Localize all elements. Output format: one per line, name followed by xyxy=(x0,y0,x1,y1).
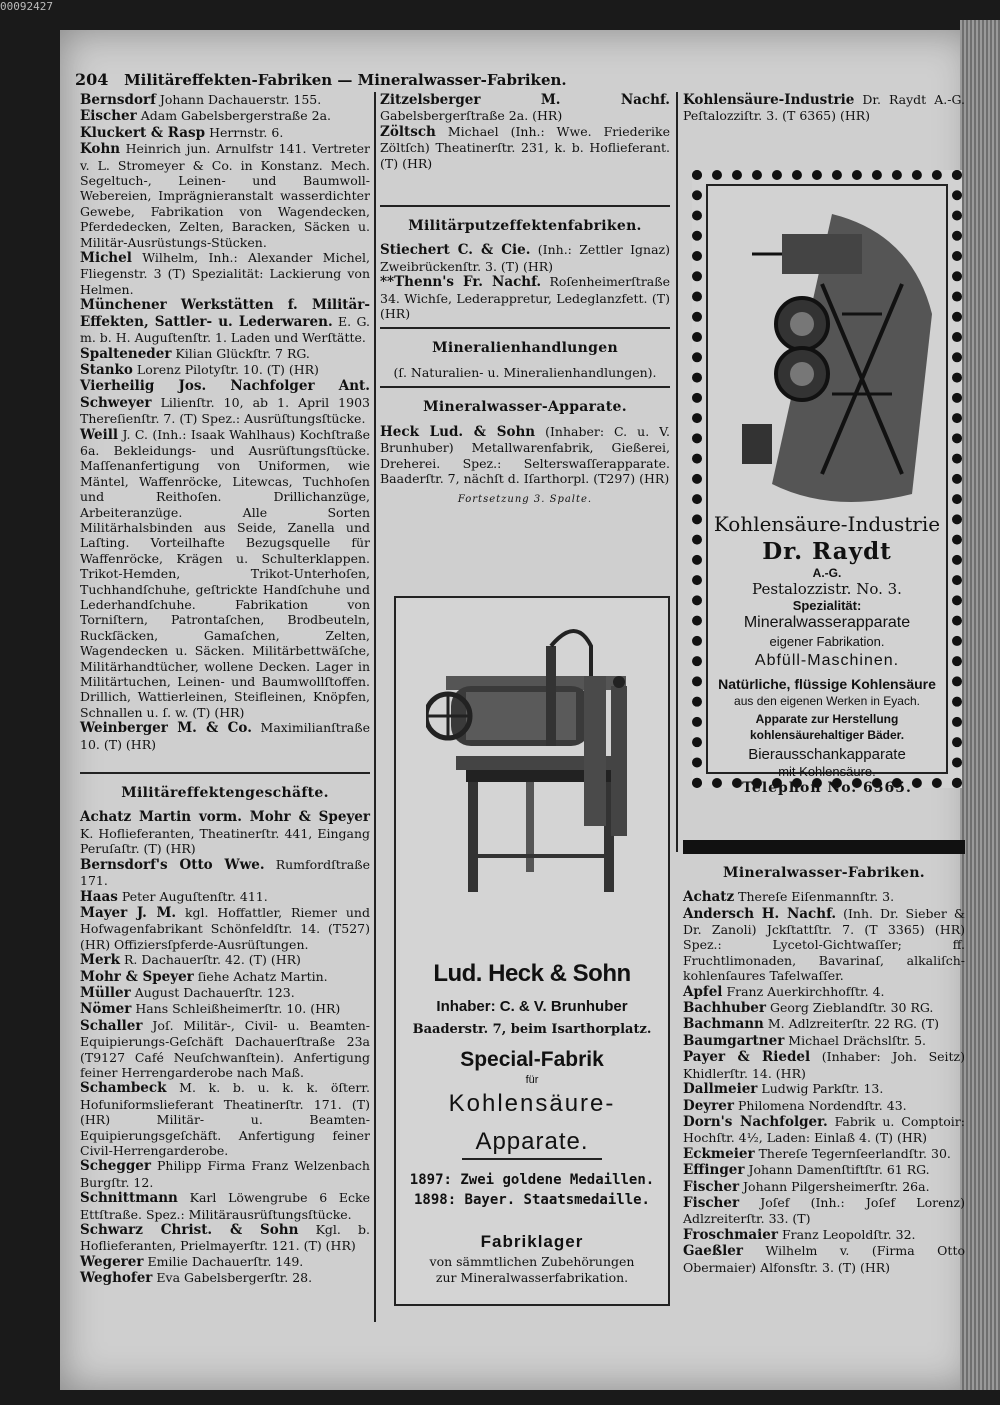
entry-name: Achatz xyxy=(683,889,735,906)
section-heading: Mineralwasser-Apparate. xyxy=(423,399,627,416)
raydt-line: Bierausschankapparate xyxy=(748,746,906,763)
entry-details: Michael Drächslſtr. 5. xyxy=(788,1032,927,1048)
entry-details: Kgl. b. Hoflieferanten, Prielmayerſtr. 121. (T) (HR) xyxy=(80,1222,370,1254)
entry-list xyxy=(380,242,670,321)
directory-entry xyxy=(80,1222,370,1254)
entry-name: Münchener Werkstätten f. Militär-Effekten, Sattler- u. Lederwaren. xyxy=(80,297,370,330)
entry-name: **Thenn's Fr. Nachf. xyxy=(380,274,542,291)
directory-entry xyxy=(380,424,670,487)
entry-name: Schwarz Christ. & Sohn xyxy=(80,1222,299,1239)
section-heading: Militärputzeffektenfabriken. xyxy=(408,218,642,235)
directory-entry xyxy=(80,427,370,721)
entry-name: Fischer xyxy=(683,1178,740,1195)
entry-name: Gaeßler xyxy=(683,1243,743,1260)
page-edge xyxy=(960,20,1000,1390)
raydt-ag: A.-G. xyxy=(812,566,842,580)
entry-name: Schambeck xyxy=(80,1080,167,1097)
column-1 xyxy=(80,92,370,1287)
entry-name: Vierheilig Jos. Nachfolger Ant. Schweyer xyxy=(80,378,370,411)
raydt-line: kohlensäurehaltiger Bäder. xyxy=(749,728,905,742)
advert-firm: Lud. Heck & Sohn xyxy=(433,960,631,987)
entry-name: Froschmaier xyxy=(683,1226,778,1243)
entry-name: Weill xyxy=(80,426,119,443)
directory-entry xyxy=(80,969,370,985)
divider xyxy=(380,386,670,388)
divider xyxy=(80,772,370,774)
directory-entry xyxy=(683,1227,965,1243)
entry-name: Bachhuber xyxy=(683,1000,766,1017)
directory-entry xyxy=(80,362,370,378)
column-rule-2 xyxy=(676,92,678,852)
entry-name: Haas xyxy=(80,888,118,905)
directory-entry xyxy=(683,1179,965,1195)
raydt-name: Dr. Raydt xyxy=(762,538,892,565)
entry-name: Nömer xyxy=(80,1001,132,1018)
directory-entry xyxy=(683,1146,965,1162)
entry-details: Wilhelm v. (Firma Otto Obermaier) Alfonsſtr. 3. (T) (HR) xyxy=(683,1243,965,1275)
advert-depot-line-1: von sämmtlichen Zubehörungen xyxy=(429,1254,635,1269)
entry-name: Kluckert & Rasp xyxy=(80,124,206,141)
entry-name: Bachmann xyxy=(683,1016,764,1033)
entry-name: Andersch H. Nachf. xyxy=(683,905,837,922)
entry-name: Schaller xyxy=(80,1017,143,1034)
entry-details: (Inh.: Zettler Ignaz) Zweibrückenſtr. 3. (T) (HR) xyxy=(380,242,670,274)
entry-details: Johann Damenſtiftſtr. 61 RG. xyxy=(748,1162,930,1178)
advert-product-2: Apparate. xyxy=(462,1128,602,1160)
entry-details: M. Adlzreiterſtr. 22 RG. (T) xyxy=(767,1016,940,1032)
directory-entry xyxy=(683,1033,965,1049)
raydt-line: Apparate zur Herstellung xyxy=(755,712,899,726)
entry-details: August Dachauerſtr. 123. xyxy=(134,984,295,1000)
entry-name: Mayer J. M. xyxy=(80,904,177,921)
entry-details: Peter Auguſtenſtr. 411. xyxy=(121,888,268,904)
running-title: Militäreffekten-Fabriken — Mineralwasser-Fabriken. xyxy=(124,71,567,89)
raydt-address: Pestalozzistr. No. 3. xyxy=(752,580,902,598)
entry-details: Wilhelm, Inh.: Alexander Michel, Fliegenstr. 3 (T) Spezialität: Lackierung von Helmen. xyxy=(80,250,370,297)
directory-entry xyxy=(80,125,370,141)
directory-entry xyxy=(80,985,370,1001)
entry-details: Karl Löwengrube 6 Ecke Ettſtraße. Spez.: Militärausrüſtungsſtücke. xyxy=(80,1190,370,1222)
entry-list xyxy=(80,92,370,752)
column-rule-1 xyxy=(374,92,376,1322)
directory-entry xyxy=(380,124,670,171)
raydt-title: Kohlensäure-Industrie xyxy=(713,512,941,536)
entry-name: Effinger xyxy=(683,1162,745,1179)
entry-details: Emilie Dachauerſtr. 149. xyxy=(147,1253,304,1269)
entry-name: Mohr & Speyer xyxy=(80,968,194,985)
raydt-line: eigener Fabrikation. xyxy=(769,634,885,649)
entry-list xyxy=(380,92,670,171)
entry-details: Thereſe Tegernſeerlandſtr. 30. xyxy=(758,1145,951,1161)
directory-entry xyxy=(683,1000,965,1016)
directory-entry xyxy=(80,108,370,124)
raydt-line: Abfüll-Maschinen. xyxy=(754,652,900,669)
raydt-line: Natürliche, flüssige Kohlensäure xyxy=(718,676,936,692)
advert-address: Baaderstr. 7, beim Isarthorplatz. xyxy=(412,1022,652,1037)
page-number: 204 xyxy=(75,70,109,89)
raydt-line: aus den eigenen Werken in Eyach. xyxy=(734,694,920,708)
entry-details: Lorenz Pilotyſtr. 10. (T) (HR) xyxy=(136,361,319,377)
directory-entry xyxy=(80,905,370,952)
entry-name: Zöltsch xyxy=(380,123,436,140)
entry-list xyxy=(380,424,670,487)
entry-details: Hans Schleißheimerſtr. 10. (HR) xyxy=(135,1001,341,1017)
entry-details: Kilian Glückſtr. 7 RG. xyxy=(175,345,310,361)
entry-details: Maximilianſtraße 10. (T) (HR) xyxy=(80,720,370,752)
entry-details: Herrnstr. 6. xyxy=(209,124,284,140)
advert-heck xyxy=(394,596,670,1306)
directory-entry xyxy=(80,1190,370,1222)
entry-details: ſiehe Achatz Martin. xyxy=(197,968,328,984)
entry-name: Spalteneder xyxy=(80,345,172,362)
directory-entry xyxy=(80,1080,370,1158)
directory-entry xyxy=(380,274,670,321)
directory-entry xyxy=(80,250,370,297)
directory-entry xyxy=(683,1098,965,1114)
entry-name: Achatz Martin vorm. Mohr & Speyer xyxy=(80,809,370,826)
directory-entry xyxy=(80,857,370,889)
apparatus-illustration xyxy=(712,194,942,524)
directory-entry xyxy=(683,1162,965,1178)
entry-name: Michel xyxy=(80,250,132,267)
entry-name: Eischer xyxy=(80,108,137,125)
directory-entry xyxy=(683,906,965,984)
entry-details: Heinrich jun. Arnulfstr 141. Vertreter v. L. Stromeyer & Co. in Konstanz. Mech. Segeltuch-, Leinen- und Baumwoll-Webereien, Imprägnieranstalt wasserdichter Gewebe, Fabrikation von Wagendecken, Pferdedecken, Zelten, Baracken, Säcken u. Militär-Ausrüstungs-Stücken. xyxy=(80,141,370,250)
entry-name: Bernsdorf's Otto Wwe. xyxy=(80,856,265,873)
entry-details: Philipp Firma Franz Welzenbach Burgſtr. 12. xyxy=(80,1158,370,1190)
divider xyxy=(380,205,670,207)
directory-entry xyxy=(80,809,370,856)
directory-entry xyxy=(80,141,370,250)
entry-name: Müller xyxy=(80,984,131,1001)
entry-details: Johann Pilgersheimerſtr. 26a. xyxy=(743,1178,930,1194)
entry-name: Baumgartner xyxy=(683,1032,785,1049)
directory-entry xyxy=(683,92,965,124)
entry-details: Michael (Inh.: Wwe. Friederike Zöltſch) Theatinerſtr. 231, k. b. Hoflieferant. (T) (HR) xyxy=(380,123,670,171)
column-2 xyxy=(380,92,670,508)
directory-entry xyxy=(80,1158,370,1190)
entry-name: Dallmeier xyxy=(683,1081,758,1098)
entry-details: Gabelsbergerſtraße 2a. (HR) xyxy=(380,108,563,124)
entry-details: Thereſe Eiſenmannſtr. 3. xyxy=(738,889,895,905)
directory-entry xyxy=(380,92,670,124)
directory-entry xyxy=(683,1016,965,1032)
entry-details: Rumfordſtraße 171. xyxy=(80,856,370,889)
directory-entry xyxy=(80,92,370,108)
entry-name: Weinberger M. & Co. xyxy=(80,720,252,737)
running-header xyxy=(75,70,965,89)
advert-raydt xyxy=(692,170,962,796)
entry-name: Stanko xyxy=(80,361,133,378)
entry-name: Zitzelsberger M. Nachf. xyxy=(380,92,670,108)
entry-list xyxy=(80,809,370,1286)
directory-entry xyxy=(80,297,370,345)
directory-entry xyxy=(683,1243,965,1275)
raydt-line: mit Kohlensäure. xyxy=(778,764,876,779)
entry-details: (Inh. Dr. Sieber & Dr. Zanoli) Jckſtattſtr. 7. (T 3365) (HR) Spez.: Lycetol-Gichtwaſſer; ff. Fruchtlimonaden, Bavarinaſ, alkaliſch-kohlenſaures Tafelwaſſer. xyxy=(683,905,965,984)
entry-details: kgl. Hoffattler, Riemer und Hofwagenfabrikant Schönfeldſtr. 14. (T527) (HR) Offiziersſpferde-Ausrüſtungen. xyxy=(80,904,370,952)
continuation-note: Fortsetzung 3. Spalte. xyxy=(457,494,593,506)
entry-list xyxy=(683,889,965,1275)
advert-special: Special-Fabrik xyxy=(460,1048,604,1071)
entry-details: Georg Zieblandſtr. 30 RG. xyxy=(769,1000,934,1016)
directory-entry xyxy=(80,1254,370,1270)
entry-details: K. Hoflieferanten, Theatinerſtr. 441, Eingang Peruſaſtr. (T) (HR) xyxy=(80,825,370,857)
entry-details: Adam Gabelsbergerstraße 2a. xyxy=(140,108,332,124)
entry-details: Ludwig Parkſtr. 13. xyxy=(761,1081,884,1097)
directory-entry xyxy=(380,242,670,274)
section-heading: Mineralienhandlungen xyxy=(432,340,618,357)
entry-name: Bernsdorf xyxy=(80,92,156,108)
entry-details: R. Dachauerſtr. 42. (T) (HR) xyxy=(123,952,301,968)
entry-name: Schnittmann xyxy=(80,1190,178,1207)
directory-entry xyxy=(683,889,965,905)
advert-owner: Inhaber: C. & V. Brunhuber xyxy=(436,998,628,1015)
directory-entry xyxy=(80,889,370,905)
thick-divider xyxy=(683,840,965,854)
entry-name: Heck Lud. & Sohn xyxy=(380,423,536,440)
entry-details: (Inhaber: C. u. V. Brunhuber) Metallwarenfabrik, Gießerei, Dreherei. Spez.: Selterswaſſerapparate. Baaderſtr. 7, nächſt d. Iſarthorpl. (T297) (HR) xyxy=(380,423,670,486)
directory-entry xyxy=(683,1081,965,1097)
directory-entry xyxy=(80,1001,370,1017)
scan-id: 00092427 xyxy=(0,0,53,13)
entry-name: Schegger xyxy=(80,1158,151,1175)
advert-fuer: für xyxy=(525,1074,539,1086)
entry-details: Joſ. Militär-, Civil- u. Beamten-Equipierungs-Geſchäft Dachauerſtraße 23a (T9127 Café Neuſchwanſtein). Anfertigung feiner Herrengarderobe nach Maß. xyxy=(80,1017,371,1080)
carbonation-machine-illustration xyxy=(426,616,636,906)
directory-entry xyxy=(80,720,370,752)
directory-entry xyxy=(80,1018,370,1081)
entry-name: Merk xyxy=(80,952,120,969)
cross-reference: (ſ. Naturalien- u. Mineralienhandlungen). xyxy=(393,364,657,380)
directory-entry xyxy=(80,952,370,968)
raydt-phone: Telephon No. 6365. xyxy=(742,780,912,796)
entry-details: J. C. (Inh.: Isaak Wahlhaus) Kochſtraße 6a. Bekleidungs- und Ausrüſtungsſtücke. Maſſenanfertigung von Uniformen, wie Mäntel, Waffenröcke, Litewcas, Tuchhoſen und Reithoſen. Drillichanzüge, Arbeiteranzüge. Alle Sorten Militärhalsbinden aus Seide, Zanella und Laſting. Vorteilhafte Bezugsquelle für Waffenröcke, Krägen u. Schulterklappen. Trikot-Hemden, Trikot-Unterhoſen, Tuchhandſchuhe, geſtrickte Handſchuhe und Lederhandſchuhe. Fabrikation von Torniſtern, Patrontaſchen, Brodbeuteln, Ruckſäcken, Gamaſchen, Zelten, Wagendecken u. Säcken. Militärbettwäſche, Militärhandtücher, wollene Decken. Lager in Militärtuchen, Leinen- und Baumwollſtoffen. Drillich, Wattierleinen, Steifleinen, Knöpfen, Schnallen u. ſ. w. (T) (HR) xyxy=(80,426,370,720)
raydt-spec-label: Spezialität: xyxy=(792,598,862,613)
entry-details: Johann Dachauerstr. 155. xyxy=(159,92,322,107)
advert-medal-2: 1898: Bayer. Staatsmedaille. xyxy=(413,1192,650,1208)
entry-name: Wegerer xyxy=(80,1253,144,1270)
entry-details: M. k. b. u. k. k. öſterr. Hofuniformslieferant Theatinerſtr. 171. (T) (HR) Militär- u. Beamten-Equipierungsgeſchäft. Anfertigung feiner Civil-Herrengarderobe. xyxy=(80,1080,370,1158)
directory-entry xyxy=(683,1049,965,1081)
advert-medal-1: 1897: Zwei goldene Medaillen. xyxy=(409,1172,655,1188)
entry-list xyxy=(683,92,965,124)
divider xyxy=(380,327,670,329)
entry-name: Fischer xyxy=(683,1194,740,1211)
directory-entry xyxy=(80,346,370,362)
entry-details: Joſef (Inh.: Joſef Lorenz) Adlzreiterſtr. 33. (T) xyxy=(683,1194,965,1227)
entry-details: Philomena Nordendſtr. 43. xyxy=(737,1097,907,1113)
entry-name: Apfel xyxy=(683,983,723,1000)
entry-details: Lilienſtr. 10, ab 1. April 1903 Thereſienſtr. 7. (T) Spez.: Ausrüſtungsſtücke. xyxy=(80,394,370,427)
entry-details: (Inhaber: Joh. Seitz) Khidlerſtr. 14. (HR) xyxy=(683,1049,966,1081)
entry-details: Dr. Raydt A.-G. Peſtalozziſtr. 3. (T 6365) (HR) xyxy=(683,92,965,124)
advert-depot-line-2: zur Mineralwasserfabrikation. xyxy=(435,1270,629,1285)
raydt-line: Mineralwasserapparate xyxy=(743,614,911,631)
directory-entry xyxy=(683,1114,965,1146)
entry-name: Eckmeier xyxy=(683,1145,755,1162)
section-heading: Mineralwasser-Fabriken. xyxy=(723,864,925,881)
entry-name: Stiechert C. & Cie. xyxy=(380,242,531,259)
entry-name: Weghofer xyxy=(80,1270,153,1287)
entry-name: Kohn xyxy=(80,141,121,158)
directory-entry xyxy=(683,984,965,1000)
entry-details: Franz Auerkirchhofſtr. 4. xyxy=(726,983,885,999)
entry-details: Roſenheimerſtraße 34. Wichſe, Lederappretur, Ledeglanzfett. (T) (HR) xyxy=(380,274,670,322)
directory-entry xyxy=(80,1270,370,1286)
advert-depot: Fabriklager xyxy=(480,1232,584,1251)
entry-details: E. G. m. b. H. Auguſtenſtr. 1. Laden und Werſtätte. xyxy=(80,313,370,346)
directory-entry xyxy=(683,1195,965,1227)
entry-details: Franz Leopoldſtr. 32. xyxy=(781,1226,916,1242)
directory-entry xyxy=(80,378,370,426)
entry-name: Deyrer xyxy=(683,1097,734,1114)
section-heading: Militäreffektengeschäfte. xyxy=(121,785,329,802)
entry-name: Payer & Riedel xyxy=(683,1049,811,1066)
advert-product-1: Kohlensäure- xyxy=(448,1090,616,1117)
entry-details: Fabrik u. Comptoir: Hochſtr. 4½, Laden: Einlaß 4. (T) (HR) xyxy=(683,1113,965,1146)
entry-name: Kohlensäure-Industrie xyxy=(683,92,855,108)
entry-name: Dorn's Nachfolger. xyxy=(683,1113,828,1130)
entry-details: Eva Gabelsbergerſtr. 28. xyxy=(156,1270,313,1286)
